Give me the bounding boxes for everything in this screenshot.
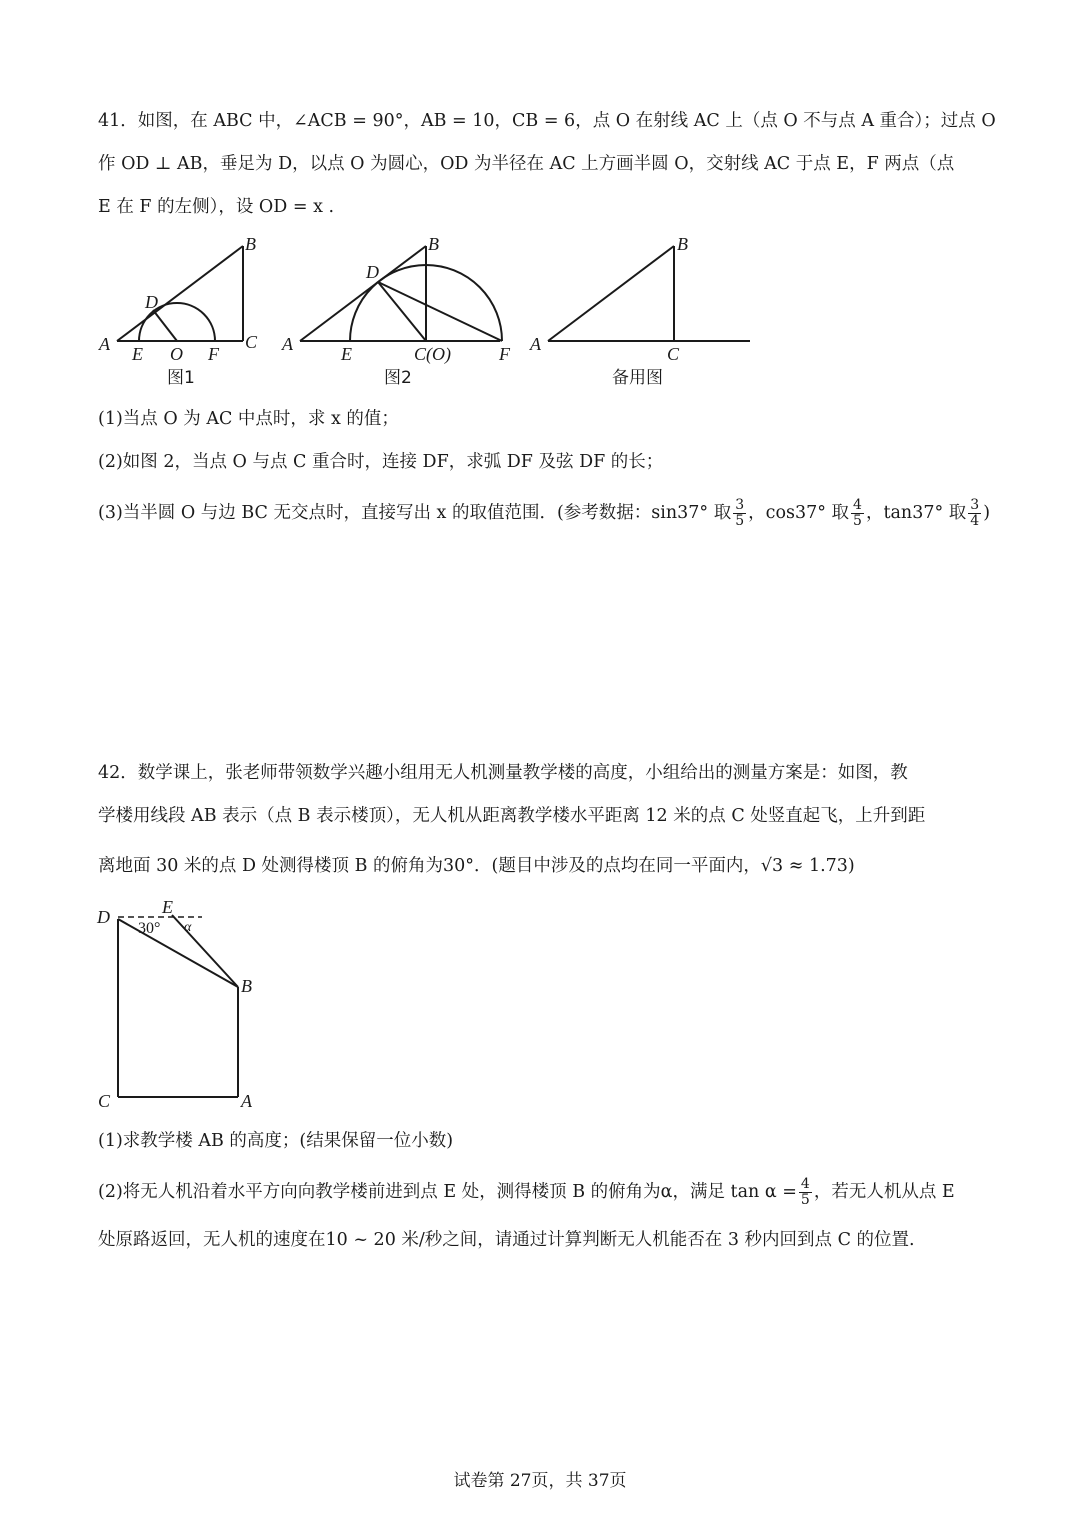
q42-line1: 42．数学课上，张老师带领数学兴趣小组用无人机测量教学楼的高度，小组给出的测量方案是：如图，教	[98, 763, 908, 783]
q41-sub2: (2)如图 2，当点 O 与点 C 重合时，连接 DF，求弧 DF 及弦 DF 的长；	[98, 452, 664, 472]
q42-line2: 学楼用线段 AB 表示（点 B 表示楼顶），无人机从距离教学楼水平距离 12 米的点 C 处竖直起飞，上升到距	[98, 806, 926, 826]
q41-sub3: (3)当半圆 O 与边 BC 无交点时，直接写出 x 的取值范围．(参考数据：sin37° 取 $\frac{3}{5}$ ，cos37° 取 $\frac{4}{5}$ ，tan37° 取 $\frac{3}{4}$ )	[98, 497, 991, 529]
q41-line3: E 在 F 的左侧），设 OD = x .	[98, 197, 335, 217]
fig3-label-C: C	[667, 344, 680, 364]
q41-figure-2	[280, 230, 530, 395]
fig2-label-B: B	[428, 234, 439, 254]
fig1-label-C: C	[245, 332, 258, 352]
q42-label-A: A	[241, 1091, 252, 1111]
fig3-label-B: B	[677, 234, 688, 254]
q42-label-B: B	[241, 976, 252, 996]
fig2-label-E: E	[341, 344, 352, 364]
q41-line1: 41．如图，在 ABC 中，∠ACB = 90°，AB = 10，CB = 6，点 O 在射线 AC 上（点 O 不与点 A 重合）；过点 O	[98, 111, 996, 131]
fig1-label-B: B	[245, 234, 256, 254]
q42-sub1: (1)求教学楼 AB 的高度；(结果保留一位小数)	[98, 1131, 454, 1151]
q42-label-C: C	[98, 1091, 111, 1111]
fig2-label-F: F	[499, 344, 510, 364]
q41-backup-figure	[528, 230, 758, 395]
q41-line2: 作 OD ⊥ AB，垂足为 D，以点 O 为圆心，OD 为半径在 AC 上方画半圆 O，交射线 AC 于点 E，F 两点（点	[98, 154, 955, 174]
q42-label-D: D	[97, 907, 110, 927]
frac-tan37: $\frac{3}{4}$	[970, 497, 980, 529]
q41-sub3-text: (3)当半圆 O 与边 BC 无交点时，直接写出 x 的取值范围．(参考数据：sin37° 取	[98, 503, 732, 523]
fig2-label-CO: C(O)	[414, 344, 451, 364]
fig1-caption: 图1	[167, 368, 195, 388]
q42-sub2: (2)将无人机沿着水平方向向教学楼前进到点 E 处，测得楼顶 B 的俯角为α，满足 tan α = $\frac{4}{5}$ ，若无人机从点 E	[98, 1176, 955, 1208]
q42-sub2-line2: 处原路返回，无人机的速度在10 ~ 20 米/秒之间，请通过计算判断无人机能否在 3 秒内回到点 C 的位置.	[98, 1230, 915, 1250]
q42-label-30deg: 30°	[138, 920, 161, 937]
q41-figure-1	[95, 230, 275, 395]
fig2-caption: 图2	[384, 368, 412, 388]
fig2-label-A: A	[282, 334, 293, 354]
frac-tan-alpha: $\frac{4}{5}$	[800, 1176, 810, 1208]
q41-sub1: (1)当点 O 为 AC 中点时，求 x 的值；	[98, 409, 399, 429]
fig1-label-E: E	[132, 344, 143, 364]
frac-sin37: $\frac{3}{5}$	[735, 497, 745, 529]
q42-figure	[92, 895, 312, 1120]
q42-line3: 离地面 30 米的点 D 处测得楼顶 B 的俯角为30°．(题目中涉及的点均在同一平面内，√3 ≈ 1.73)	[98, 856, 855, 876]
fig1-label-O: O	[170, 344, 183, 364]
q42-label-E: E	[162, 897, 173, 917]
fig1-label-F: F	[208, 344, 219, 364]
fig1-label-D: D	[145, 292, 158, 312]
page-footer: 试卷第 27页，共 37页	[453, 1471, 627, 1491]
frac-cos37: $\frac{4}{5}$	[853, 497, 862, 529]
fig3-caption: 备用图	[612, 368, 663, 388]
fig3-label-A: A	[530, 334, 541, 354]
fig1-label-A: A	[99, 334, 110, 354]
q42-label-alpha: α	[184, 920, 192, 935]
fig2-label-D: D	[366, 262, 379, 282]
